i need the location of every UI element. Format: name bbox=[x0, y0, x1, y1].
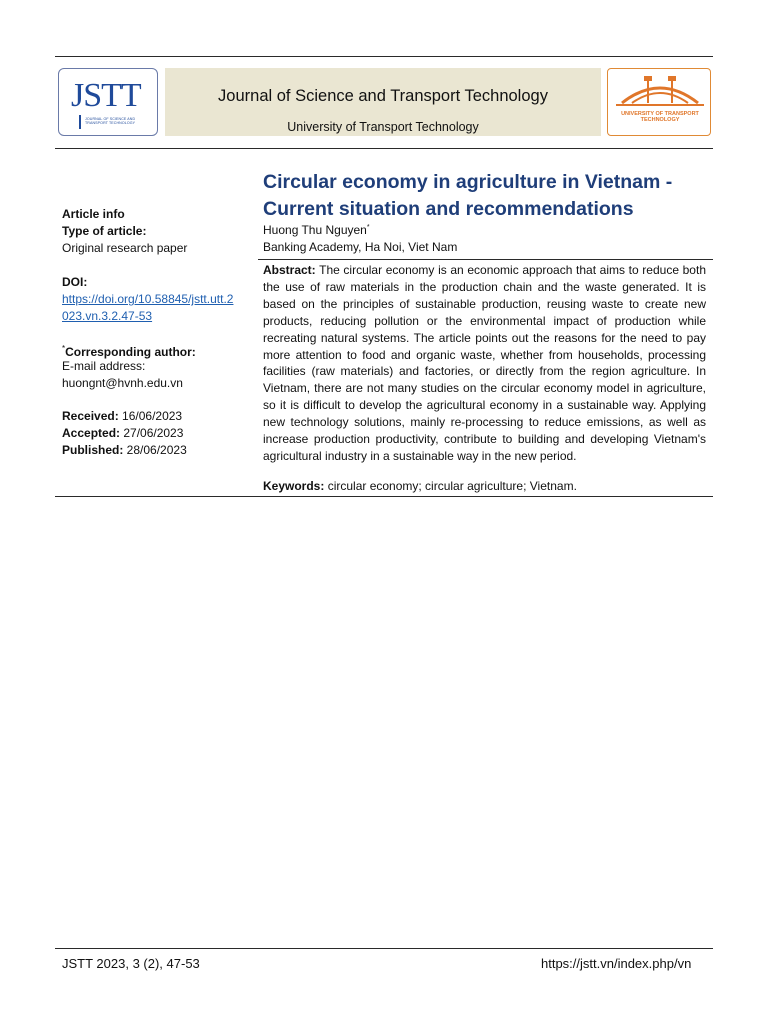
jstt-logo-text: JSTT bbox=[71, 77, 141, 114]
jstt-logo-caption: JOURNAL OF SCIENCE AND TRANSPORT TECHNOLOGY bbox=[85, 117, 136, 125]
bridge-icon bbox=[608, 69, 711, 113]
footer-url[interactable]: https://jstt.vn/index.php/vn bbox=[541, 956, 692, 971]
corresponding-mark: * bbox=[62, 344, 66, 353]
footer-citation: JSTT 2023, 3 (2), 47-53 bbox=[62, 956, 200, 971]
doi-link-line2[interactable]: 023.vn.3.2.47-53 bbox=[62, 309, 153, 323]
accepted-date bbox=[62, 425, 183, 442]
abstract bbox=[263, 262, 706, 465]
article-info-rule bbox=[55, 496, 713, 497]
type-of-article-value: Original research paper bbox=[62, 241, 188, 255]
abstract-text: The circular economy is an economic approach that aims to reduce both the use of raw materials in the production chain and the waste generated. It is based on the principles of sustainable production, reusing waste to create new products, reducing pollution or the environmental impact of production while recreating natural systems. The article points out the reasons for the need to pay more attention to food and organic waste, whether from households, processing facilities (raw materials) and factories, or directly from the region agriculture. In Vietnam, there are not many studies on the circular economy model in agriculture, so it is difficult to develop the agricultural economy in a sustainable way. Applying new technology solutions, mainly re-processing to reduce emissions, as well as increase production productivity, contribute to building and developing Vietnam's agricultural industry in a sustainable way in the new period. bbox=[263, 263, 706, 463]
received-value: 16/06/2023 bbox=[118, 409, 183, 423]
author-name: Huong Thu Nguyen bbox=[263, 223, 367, 237]
type-of-article-label: Type of article: bbox=[62, 224, 147, 238]
received-label: Received: bbox=[62, 409, 119, 423]
university-name: University of Transport Technology bbox=[287, 120, 479, 134]
published-label: Published: bbox=[62, 443, 124, 457]
author-line bbox=[263, 223, 370, 237]
article-info-heading: Article info bbox=[62, 207, 125, 221]
footer-rule bbox=[55, 948, 713, 949]
jstt-logo-bar bbox=[79, 115, 81, 129]
email-value: huongnt@hvnh.edu.vn bbox=[62, 376, 183, 390]
published-date bbox=[62, 442, 187, 459]
university-logo-text: UNIVERSITY OF TRANSPORT TECHNOLOGY bbox=[621, 111, 699, 123]
doi-label: DOI: bbox=[62, 275, 88, 289]
journal-title: Journal of Science and Transport Technology bbox=[218, 87, 548, 105]
received-date bbox=[62, 408, 182, 425]
article-title: Circular economy in agriculture in Vietnam - Current situation and recommendations bbox=[263, 171, 673, 220]
published-value: 28/06/2023 bbox=[123, 443, 187, 457]
doi-link-line1[interactable]: https://doi.org/10.58845/jstt.utt.2 bbox=[62, 292, 234, 306]
affiliation: Banking Academy, Ha Noi, Viet Nam bbox=[263, 240, 458, 254]
email-label: E-mail address: bbox=[62, 359, 146, 373]
keywords-text: circular economy; circular agriculture; Vietnam. bbox=[324, 479, 577, 493]
abstract-top-rule bbox=[258, 259, 713, 260]
university-logo bbox=[607, 68, 711, 136]
jstt-logo bbox=[58, 68, 158, 136]
top-rule bbox=[55, 56, 713, 57]
corresponding-author-label: Corresponding author: bbox=[65, 345, 196, 359]
keywords bbox=[263, 479, 577, 493]
accepted-value: 27/06/2023 bbox=[120, 426, 184, 440]
author-mark: * bbox=[366, 224, 370, 231]
abstract-label: Abstract: bbox=[263, 263, 316, 277]
keywords-label: Keywords: bbox=[263, 479, 325, 493]
header-bottom-rule bbox=[55, 148, 713, 149]
accepted-label: Accepted: bbox=[62, 426, 121, 440]
